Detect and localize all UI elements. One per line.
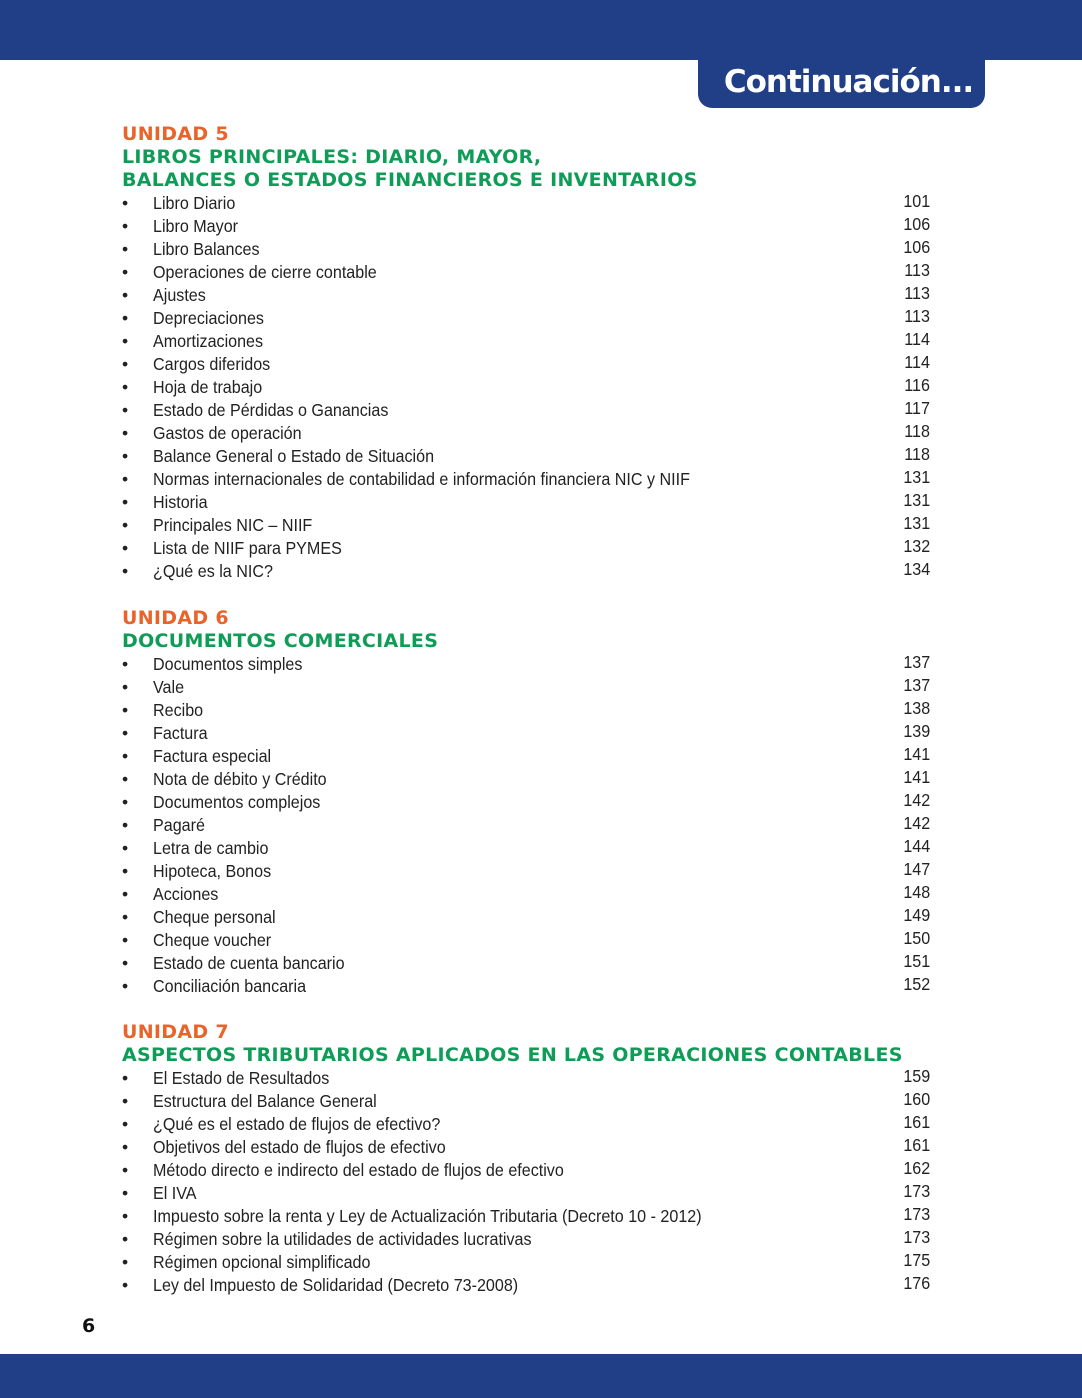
bullet: •: [122, 492, 129, 512]
toc-item-text: Recibo: [153, 700, 204, 720]
toc-item: [122, 1159, 942, 1182]
toc-item-page: 151: [903, 951, 930, 971]
bullet: •: [122, 1275, 129, 1295]
toc-item-page: 141: [903, 767, 930, 787]
bullet: •: [122, 400, 129, 420]
toc-item: [122, 814, 942, 837]
toc-item: [122, 537, 942, 560]
toc-item: [122, 376, 942, 399]
bullet: •: [122, 331, 129, 351]
toc-item-page: 142: [903, 813, 930, 833]
toc-item-page: 139: [903, 721, 930, 741]
toc-item: [122, 1274, 942, 1297]
toc-item-text: Pagaré: [153, 815, 205, 835]
toc-item: [122, 929, 942, 952]
toc-item-page: 106: [903, 214, 930, 234]
bullet: •: [122, 446, 129, 466]
unit-label: UNIDAD 6: [122, 607, 229, 629]
toc-item-page: 144: [903, 836, 930, 856]
bullet: •: [122, 561, 129, 581]
toc-item-page: 160: [903, 1089, 930, 1109]
toc-item: [122, 307, 942, 330]
bullet: •: [122, 861, 129, 881]
toc-item-page: 131: [903, 467, 930, 487]
toc-item-page: 116: [904, 375, 930, 395]
toc-item-page: 117: [904, 398, 930, 418]
bullet: •: [122, 1137, 129, 1157]
toc-item-page: 147: [903, 859, 930, 879]
toc-item: [122, 192, 942, 215]
bullet: •: [122, 1229, 129, 1249]
toc-item-page: 138: [903, 698, 930, 718]
toc-item-page: 173: [903, 1181, 930, 1201]
toc-item-text: Estructura del Balance General: [153, 1091, 377, 1111]
toc-item-text: Depreciaciones: [153, 308, 264, 328]
unit-6-section: [122, 607, 942, 998]
page-number: 6: [82, 1315, 96, 1337]
bullet: •: [122, 746, 129, 766]
toc-item-page: 149: [903, 905, 930, 925]
toc-item: [122, 676, 942, 699]
bullet: •: [122, 193, 129, 213]
toc-item: [122, 422, 942, 445]
toc-item-page: 114: [904, 352, 930, 372]
bullet: •: [122, 700, 129, 720]
unit-title-line: LIBROS PRINCIPALES: DIARIO, MAYOR,: [122, 146, 542, 168]
toc-item-text: Nota de débito y Crédito: [153, 769, 327, 789]
toc-item-text: Régimen opcional simplificado: [153, 1252, 371, 1272]
toc-item-page: 150: [903, 928, 930, 948]
toc-item-text: Historia: [153, 492, 208, 512]
toc-item: [122, 745, 942, 768]
toc-item: [122, 768, 942, 791]
toc-item-page: 106: [903, 237, 930, 257]
toc-item-page: 114: [904, 329, 930, 349]
toc-item-text: Conciliación bancaria: [153, 976, 307, 996]
toc-item-text: Estado de cuenta bancario: [153, 953, 345, 973]
toc-item-text: Libro Diario: [153, 193, 236, 213]
unit-title-line: BALANCES O ESTADOS FINANCIEROS E INVENTARIOS: [122, 169, 698, 191]
bullet: •: [122, 377, 129, 397]
toc-item-text: Normas internacionales de contabilidad e información financiera NIC y NIIF: [153, 469, 690, 489]
bullet: •: [122, 262, 129, 282]
toc-item-page: 134: [903, 559, 930, 579]
bottom-band: [0, 1354, 1082, 1398]
bullet: •: [122, 285, 129, 305]
toc-item-page: 159: [903, 1066, 930, 1086]
toc-item: [122, 883, 942, 906]
toc-item: [122, 653, 942, 676]
toc-item-text: Hipoteca, Bonos: [153, 861, 272, 881]
bullet: •: [122, 354, 129, 374]
toc-item: [122, 1136, 942, 1159]
bullet: •: [122, 1114, 129, 1134]
toc-item-text: Libro Mayor: [153, 216, 239, 236]
toc-item-page: 162: [903, 1158, 930, 1178]
toc-item-text: Cheque personal: [153, 907, 276, 927]
toc-item-page: 132: [903, 536, 930, 556]
toc-item-text: Balance General o Estado de Situación: [153, 446, 435, 466]
bullet: •: [122, 907, 129, 927]
toc-item-text: Factura especial: [153, 746, 272, 766]
toc-item-page: 113: [904, 283, 930, 303]
bullet: •: [122, 723, 129, 743]
bullet: •: [122, 515, 129, 535]
toc-item-page: 131: [903, 513, 930, 533]
toc-item: [122, 906, 942, 929]
bullet: •: [122, 1091, 129, 1111]
toc-item-text: Operaciones de cierre contable: [153, 262, 377, 282]
unit-label: UNIDAD 7: [122, 1021, 229, 1043]
toc-item-text: Ley del Impuesto de Solidaridad (Decreto 73-2008): [153, 1275, 519, 1295]
toc-item-text: Gastos de operación: [153, 423, 302, 443]
bullet: •: [122, 953, 129, 973]
toc-item: [122, 238, 942, 261]
toc-item: [122, 445, 942, 468]
bullet: •: [122, 838, 129, 858]
unit-title-line: DOCUMENTOS COMERCIALES: [122, 630, 439, 652]
toc-item: [122, 1090, 942, 1113]
toc-item-text: Libro Balances: [153, 239, 260, 259]
toc-item: [122, 699, 942, 722]
bullet: •: [122, 677, 129, 697]
unit-5-section: [122, 123, 942, 583]
bullet: •: [122, 308, 129, 328]
toc-item-text: Amortizaciones: [153, 331, 264, 351]
bullet: •: [122, 1206, 129, 1226]
top-band: [0, 0, 1082, 60]
bullet: •: [122, 976, 129, 996]
toc-item-page: 137: [903, 652, 930, 672]
toc-item: [122, 860, 942, 883]
toc-item-page: 101: [903, 191, 930, 211]
continuation-tab: Continuación...: [698, 56, 985, 108]
toc-item-text: Hoja de trabajo: [153, 377, 263, 397]
toc-item: [122, 975, 942, 998]
toc-item-text: Régimen sobre la utilidades de actividades lucrativas: [153, 1229, 532, 1249]
bullet: •: [122, 930, 129, 950]
toc-list: [122, 1067, 942, 1297]
toc-item-text: Cargos diferidos: [153, 354, 271, 374]
toc-item-text: ¿Qué es el estado de flujos de efectivo?: [153, 1114, 441, 1134]
bullet: •: [122, 769, 129, 789]
bullet: •: [122, 216, 129, 236]
toc-item-text: Objetivos del estado de flujos de efectivo: [153, 1137, 446, 1157]
toc-item: [122, 560, 942, 583]
toc-item: [122, 952, 942, 975]
toc-item-text: Impuesto sobre la renta y Ley de Actualización Tributaria (Decreto 10 - 2012): [153, 1206, 702, 1226]
bullet: •: [122, 792, 129, 812]
toc-item-text: Método directo e indirecto del estado de flujos de efectivo: [153, 1160, 564, 1180]
toc-item-text: Documentos simples: [153, 654, 303, 674]
bullet: •: [122, 884, 129, 904]
toc-item-page: 118: [904, 444, 930, 464]
toc-item-text: Vale: [153, 677, 185, 697]
toc-item-page: 137: [903, 675, 930, 695]
bullet: •: [122, 1183, 129, 1203]
toc-item-text: ¿Qué es la NIC?: [153, 561, 273, 581]
toc-item: [122, 791, 942, 814]
toc-item: [122, 1205, 942, 1228]
toc-item: [122, 514, 942, 537]
bullet: •: [122, 423, 129, 443]
toc-item: [122, 837, 942, 860]
toc-item-text: Factura: [153, 723, 208, 743]
toc-item-page: 152: [903, 974, 930, 994]
toc-item: [122, 722, 942, 745]
toc-item-page: 142: [903, 790, 930, 810]
bullet: •: [122, 239, 129, 259]
toc-item-text: Cheque voucher: [153, 930, 272, 950]
toc-item: [122, 353, 942, 376]
toc-item: [122, 1067, 942, 1090]
bullet: •: [122, 1160, 129, 1180]
unit-title-line: ASPECTOS TRIBUTARIOS APLICADOS EN LAS OPERACIONES CONTABLES: [122, 1044, 903, 1066]
bullet: •: [122, 469, 129, 489]
toc-item-text: Lista de NIIF para PYMES: [153, 538, 342, 558]
toc-item-page: 148: [903, 882, 930, 902]
toc-item-text: Acciones: [153, 884, 219, 904]
toc-item-page: 113: [904, 306, 930, 326]
bullet: •: [122, 1068, 129, 1088]
toc-item-text: El Estado de Resultados: [153, 1068, 330, 1088]
toc-item-page: 161: [903, 1112, 930, 1132]
unit-7-section: [122, 1021, 942, 1297]
toc-list: [122, 192, 942, 583]
toc-item-page: 161: [903, 1135, 930, 1155]
toc-item-page: 176: [903, 1273, 930, 1293]
toc-item-page: 175: [903, 1250, 930, 1270]
toc-item: [122, 1228, 942, 1251]
bullet: •: [122, 538, 129, 558]
toc-item-text: Ajustes: [153, 285, 206, 305]
toc-item-page: 173: [903, 1204, 930, 1224]
toc-item-page: 118: [904, 421, 930, 441]
toc-item-page: 113: [904, 260, 930, 280]
toc-item: [122, 468, 942, 491]
bullet: •: [122, 1252, 129, 1272]
toc-item: [122, 491, 942, 514]
toc-item: [122, 284, 942, 307]
toc-item: [122, 1251, 942, 1274]
toc-item: [122, 330, 942, 353]
toc-item-page: 173: [903, 1227, 930, 1247]
toc-item-page: 141: [903, 744, 930, 764]
toc-item-page: 131: [903, 490, 930, 510]
bullet: •: [122, 815, 129, 835]
unit-label: UNIDAD 5: [122, 123, 229, 145]
toc-item-text: El IVA: [153, 1183, 197, 1203]
toc-item: [122, 1113, 942, 1136]
toc-item-text: Letra de cambio: [153, 838, 269, 858]
bullet: •: [122, 654, 129, 674]
toc-list: [122, 653, 942, 998]
toc-item: [122, 261, 942, 284]
toc-item: [122, 1182, 942, 1205]
toc-item-text: Estado de Pérdidas o Ganancias: [153, 400, 389, 420]
toc-item-text: Principales NIC – NIIF: [153, 515, 313, 535]
toc-item: [122, 215, 942, 238]
toc-item: [122, 399, 942, 422]
toc-item-text: Documentos complejos: [153, 792, 321, 812]
